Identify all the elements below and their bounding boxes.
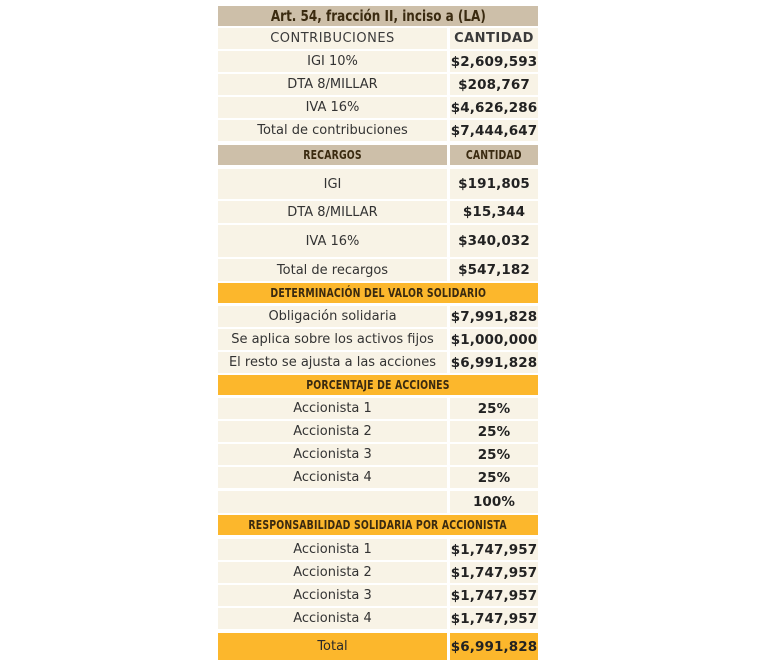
table-row <box>218 306 538 327</box>
row-amount: $4,626,286 <box>450 99 538 116</box>
row-label: Accionista 4 <box>293 611 372 626</box>
table-row <box>218 51 538 72</box>
row-amount: 25% <box>477 446 511 463</box>
table-row <box>218 352 538 373</box>
table-row <box>218 201 538 223</box>
table-row <box>218 491 538 513</box>
contribuciones-column-header: CONTRIBUCIONES <box>270 31 395 46</box>
cantidad-column-header: CANTIDAD <box>466 148 522 162</box>
responsabilidad-header-row <box>218 515 538 535</box>
table-row <box>218 539 538 560</box>
table-row <box>218 444 538 465</box>
row-label: Se aplica sobre los activos fijos <box>231 332 434 347</box>
row-amount: $7,991,828 <box>450 308 538 325</box>
row-label: Accionista 3 <box>293 588 372 603</box>
table-row <box>218 398 538 419</box>
row-amount: 25% <box>477 469 511 486</box>
row-amount: $1,000,000 <box>450 331 538 348</box>
row-amount: 100% <box>472 494 516 510</box>
table-row <box>218 259 538 281</box>
row-amount: $1,747,957 <box>450 610 538 627</box>
row-label: DTA 8/MILLAR <box>287 77 378 92</box>
recargos-column-header: RECARGOS <box>303 148 362 162</box>
table-row <box>218 74 538 95</box>
row-amount: $2,609,593 <box>450 53 538 70</box>
table-row <box>218 225 538 257</box>
row-label: Total de recargos <box>276 262 389 278</box>
row-amount: $15,344 <box>462 204 526 220</box>
table-row <box>218 169 538 199</box>
section-header: PORCENTAJE DE ACCIONES <box>306 378 450 392</box>
row-amount: $208,767 <box>458 76 530 93</box>
row-amount: $6,991,828 <box>450 354 538 371</box>
row-label: Accionista 3 <box>293 447 372 462</box>
row-amount: 25% <box>477 423 511 440</box>
table-row <box>218 421 538 442</box>
row-label: IVA 16% <box>305 233 360 249</box>
table-title: Art. 54, fracción II, inciso a (LA) <box>270 7 486 25</box>
row-amount: $340,032 <box>458 233 530 249</box>
row-label: Accionista 2 <box>293 424 372 439</box>
row-amount: 25% <box>477 400 511 417</box>
contribuciones-header-row <box>218 28 538 49</box>
table-row <box>218 585 538 606</box>
row-label: El resto se ajusta a las acciones <box>228 355 437 370</box>
row-label: Accionista 2 <box>293 565 372 580</box>
table-title-row <box>218 6 538 26</box>
row-label: Accionista 4 <box>293 470 372 485</box>
total-amount: $6,991,828 <box>450 638 538 655</box>
table-row <box>218 467 538 488</box>
row-amount: $1,747,957 <box>450 587 538 604</box>
row-amount: $7,444,647 <box>450 122 538 139</box>
table-row <box>218 329 538 350</box>
row-label: DTA 8/MILLAR <box>287 204 378 220</box>
row-label: IVA 16% <box>305 100 360 115</box>
cantidad-column-header: CANTIDAD <box>454 31 534 46</box>
total-row <box>218 633 538 660</box>
section-header: RESPONSABILIDAD SOLIDARIA POR ACCIONISTA <box>248 518 508 532</box>
row-label: Accionista 1 <box>293 401 372 416</box>
row-amount: $1,747,957 <box>450 541 538 558</box>
section-header: DETERMINACIÓN DEL VALOR SOLIDARIO <box>270 286 486 300</box>
table-row <box>218 97 538 118</box>
total-label: Total <box>317 639 348 654</box>
table-row <box>218 562 538 583</box>
row-label: Accionista 1 <box>293 542 372 557</box>
porcentaje-header-row <box>218 375 538 395</box>
table-row <box>218 120 538 141</box>
valor-solidario-header-row <box>218 283 538 303</box>
row-amount: $191,805 <box>458 176 530 192</box>
row-amount: $547,182 <box>458 262 530 278</box>
row-label: Obligación solidaria <box>268 309 397 324</box>
table-row <box>218 608 538 629</box>
row-amount: $1,747,957 <box>450 564 538 581</box>
recargos-header-row <box>218 145 538 165</box>
row-label: IGI 10% <box>307 54 358 69</box>
row-label: Total de contribuciones <box>257 123 408 138</box>
row-label: IGI <box>323 176 342 192</box>
